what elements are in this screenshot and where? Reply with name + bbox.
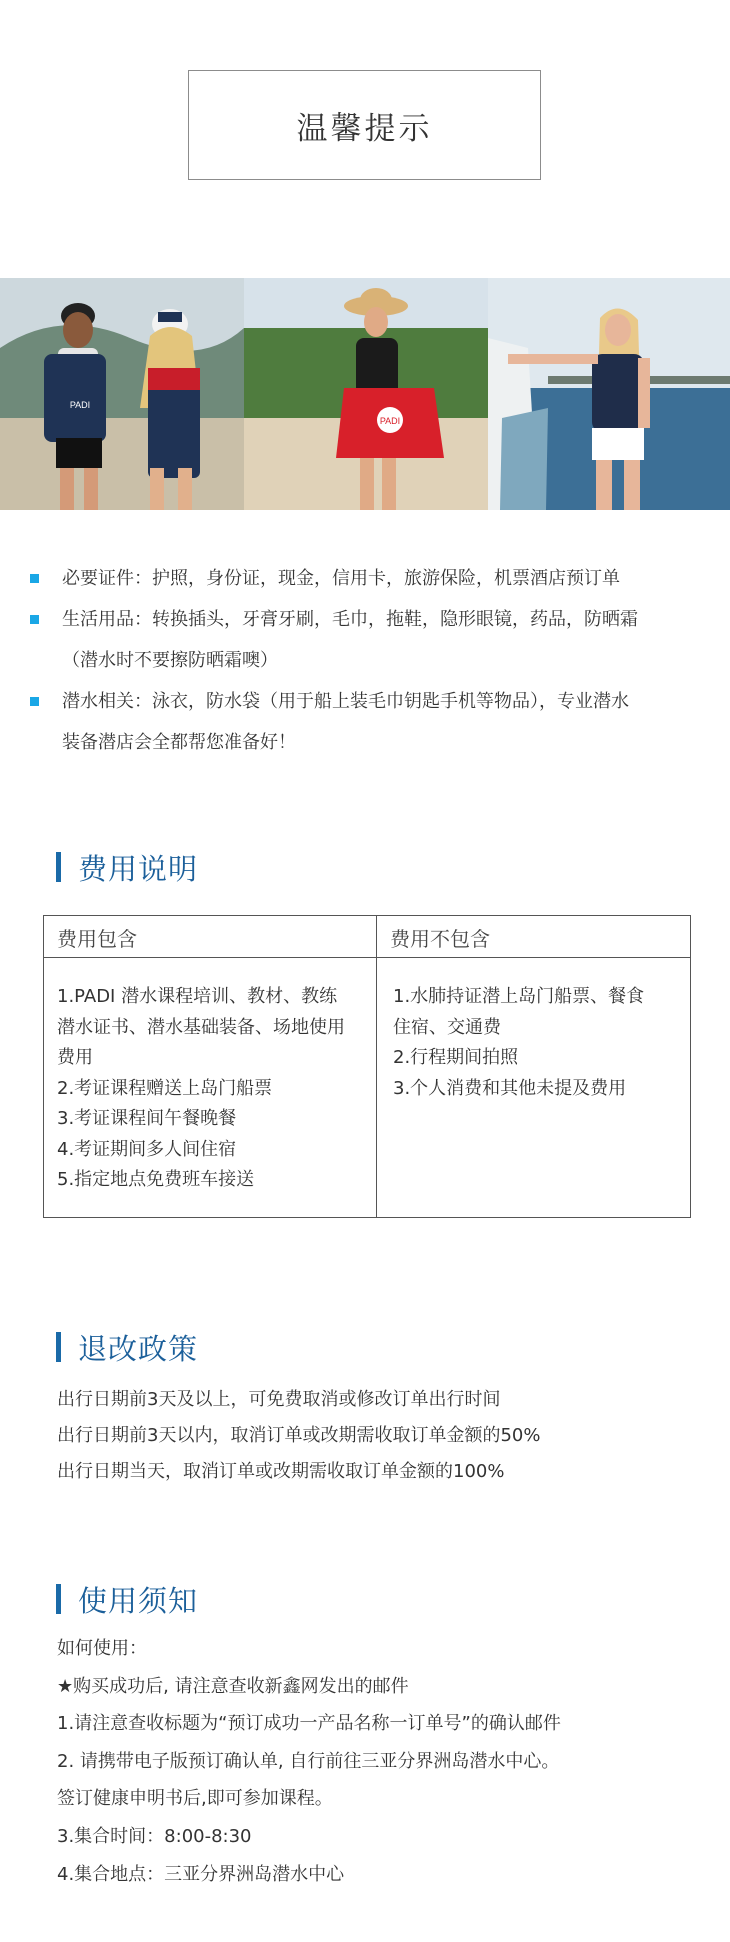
list-item-text: 装备潜店会全都帮您准备好！	[62, 732, 296, 753]
list-item	[30, 599, 710, 681]
section-title-text: 退改政策	[78, 1331, 199, 1366]
usage-line: 4.集合地点：三亚分界洲岛潜水中心	[57, 1863, 345, 1885]
list-item-text: 必要证件：护照，身份证，现金，信用卡，旅游保险，机票酒店预订单	[62, 568, 620, 589]
included-header: 费用包含	[57, 927, 137, 951]
notice-title-box	[188, 70, 541, 180]
usage-line: 1.请注意查收标题为“预订成功一产品名称一订单号”的确认邮件	[57, 1713, 561, 1735]
section-marker	[56, 1332, 61, 1362]
excluded-header: 费用不包含	[390, 927, 490, 951]
usage-line: 如何使用：	[57, 1638, 147, 1659]
excluded-line: 1.水肺持证潜上岛门船票、餐食	[393, 986, 645, 1007]
list-item-text: （潜水时不要擦防晒霜噢）	[62, 650, 278, 671]
woman-with-red-padi-bag-photo	[244, 278, 488, 510]
included-line: 潜水证书、潜水基础装备、场地使用	[57, 1016, 345, 1038]
fee-table	[43, 915, 691, 1218]
included-line: 2.考证课程赠送上岛门船票	[57, 1077, 273, 1099]
list-item-text: 潜水相关：泳衣，防水袋（用于船上装毛巾钥匙手机等物品），专业潜水	[62, 691, 629, 712]
list-item-text: 生活用品：转换插头，牙膏牙刷，毛巾，拖鞋，隐形眼镜，药品，防晒霜	[62, 609, 638, 630]
section-marker	[56, 1584, 61, 1614]
list-item	[30, 558, 710, 599]
section-title-text: 费用说明	[78, 851, 199, 886]
two-divers-with-padi-bags-photo	[0, 278, 244, 510]
usage-instructions	[57, 1630, 561, 1893]
fees-section-title	[56, 850, 198, 884]
included-line: 1.PADI 潜水课程培训、教材、教练	[57, 986, 338, 1007]
usage-line: 2. 请携带电子版预订确认单, 自行前往三亚分界洲岛潜水中心。	[57, 1750, 560, 1772]
included-line: 4.考证期间多人间住宿	[57, 1138, 237, 1160]
bullet-square-icon	[30, 574, 39, 583]
notice-title: 温馨提示	[296, 110, 433, 147]
excluded-line: 3.个人消费和其他未提及费用	[393, 1077, 627, 1099]
refund-line: 出行日期当天，取消订单或改期需收取订单金额的100%	[57, 1461, 505, 1482]
included-line: 3.考证课程间午餐晚餐	[57, 1108, 237, 1129]
list-item	[30, 681, 710, 763]
refund-line: 出行日期前3天及以上，可免费取消或修改订单出行时间	[57, 1389, 501, 1410]
included-list	[57, 982, 345, 1196]
section-marker	[56, 852, 61, 882]
excluded-line: 住宿、交通费	[393, 1016, 501, 1038]
refund-section-title	[56, 1330, 198, 1364]
woman-on-boat-photo	[488, 278, 730, 510]
usage-section-title	[56, 1582, 198, 1616]
usage-line: 3.集合时间：8:00-8:30	[57, 1825, 252, 1847]
usage-line: ★购买成功后, 请注意查收新鑫网发出的邮件	[57, 1675, 409, 1697]
included-line: 费用	[57, 1047, 93, 1068]
excluded-line: 2.行程期间拍照	[393, 1047, 519, 1068]
included-line: 5.指定地点免费班车接送	[57, 1169, 255, 1190]
refund-policy	[57, 1382, 540, 1490]
section-title-text: 使用须知	[78, 1583, 199, 1618]
excluded-list	[393, 982, 644, 1104]
packing-checklist	[30, 558, 710, 763]
refund-line: 出行日期前3天以内，取消订单或改期需收取订单金额的50%	[57, 1425, 541, 1446]
bag-logo-text: PADI	[69, 400, 91, 410]
bullet-square-icon	[30, 615, 39, 624]
usage-line: 签订健康申明书后,即可参加课程。	[57, 1788, 333, 1810]
bullet-square-icon	[30, 697, 39, 706]
bag-logo-text: PADI	[379, 416, 401, 426]
